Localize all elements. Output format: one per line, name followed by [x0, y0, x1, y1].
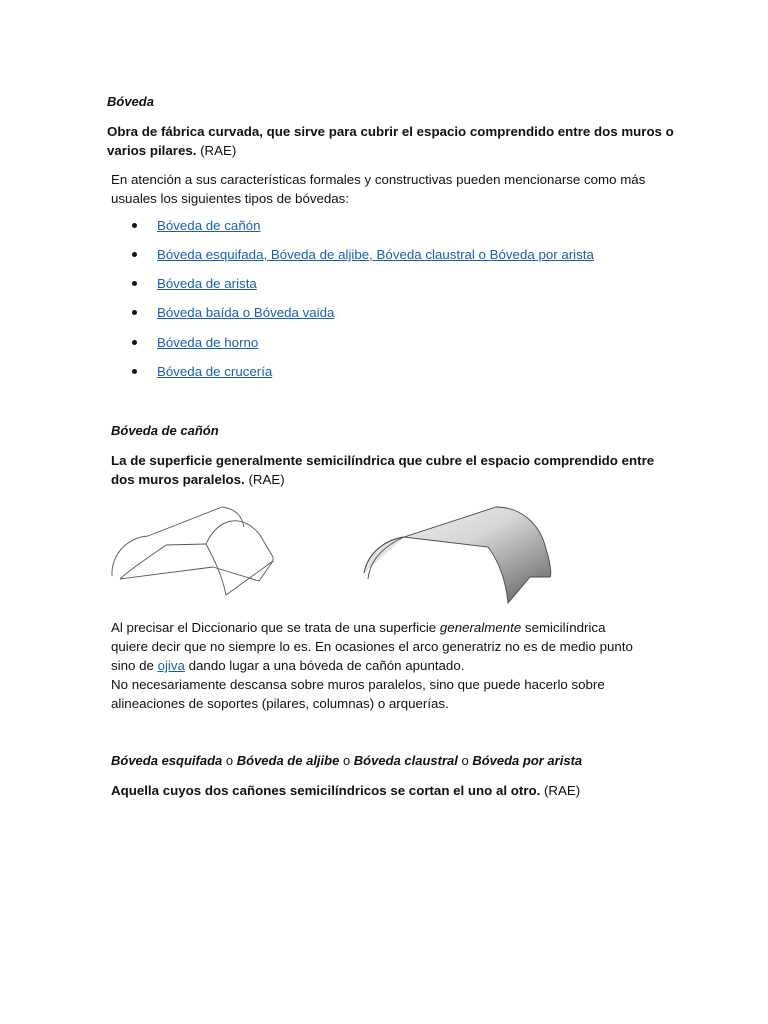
- canon-p1-italic: generalmente: [439, 620, 522, 635]
- bullet-icon: [132, 340, 137, 345]
- wireframe-barrel-vault-illustration: [110, 503, 290, 603]
- canon-definition-line-1: La de superficie generalmente semicilíndrica que cubre el espacio comprendido entre: [111, 453, 655, 468]
- bullet-icon: [132, 252, 137, 257]
- canon-paragraph-line-4: No necesariamente descansa sobre muros paralelos, sino que puede hacerlo sobre: [111, 677, 605, 692]
- bullet-icon: [132, 369, 137, 374]
- heading-separator: o: [339, 753, 354, 768]
- link-boveda-baida[interactable]: Bóveda baída o Bóveda vaida: [157, 305, 335, 320]
- heading-separator: o: [457, 753, 473, 768]
- intro-line-2: usuales los siguientes tipos de bóvedas:: [111, 191, 350, 206]
- canon-definition-line-2: [111, 470, 285, 489]
- boveda-definition: [107, 122, 697, 160]
- canon-paragraph-line-5: alineaciones de soportes (pilares, columnas) o arquerías.: [111, 696, 449, 711]
- bullet-icon: [132, 223, 137, 228]
- link-ojiva[interactable]: ojiva: [157, 658, 185, 673]
- canon-p1-text-a: Al precisar el Diccionario que se trata de una superficie: [111, 620, 440, 635]
- link-boveda-de-cruceria[interactable]: Bóveda de crucería: [157, 364, 273, 379]
- section-heading-boveda-esquifada: [111, 753, 582, 768]
- canon-paragraph-line-3: [111, 656, 464, 675]
- heading-part-aljibe: Bóveda de aljibe: [236, 753, 340, 768]
- link-boveda-esquifada[interactable]: Bóveda esquifada, Bóveda de aljibe, Bóveda claustral o Bóveda por arista: [157, 247, 594, 262]
- canon-definition-text: dos muros paralelos.: [111, 472, 245, 487]
- esquifada-definition-text: Aquella cuyos dos cañones semicilíndricos se cortan el uno al otro.: [111, 783, 541, 798]
- canon-paragraph-line-2: quiere decir que no siempre lo es. En ocasiones el arco generatriz no es de medio punto: [111, 639, 633, 654]
- esquifada-definition-source: (RAE): [540, 783, 581, 798]
- bullet-icon: [132, 310, 137, 315]
- canon-p1-text-b: semicilíndrica: [521, 620, 606, 635]
- canon-p3-text-a: sino de: [111, 658, 158, 673]
- section-heading-boveda-de-canon: Bóveda de cañón: [111, 423, 219, 438]
- intro-line-1: En atención a sus características formales y constructivas pueden mencionarse como más: [111, 172, 646, 187]
- heading-separator: o: [222, 753, 237, 768]
- link-boveda-de-horno[interactable]: Bóveda de horno: [157, 335, 259, 350]
- heading-part-por-arista: Bóveda por arista: [472, 753, 583, 768]
- canon-paragraph-line-1: [111, 618, 605, 637]
- canon-p3-text-b: dando lugar a una bóveda de cañón apuntado.: [184, 658, 465, 673]
- bullet-icon: [132, 281, 137, 286]
- heading-part-claustral: Bóveda claustral: [353, 753, 458, 768]
- shaded-barrel-vault-illustration: [360, 503, 560, 605]
- link-boveda-de-canon[interactable]: Bóveda de cañón: [157, 218, 261, 233]
- section-heading-boveda: Bóveda: [107, 94, 154, 109]
- boveda-definition-source: (RAE): [196, 143, 237, 158]
- vault-types-list: [132, 216, 652, 386]
- heading-part-esquifada: Bóveda esquifada: [111, 753, 223, 768]
- boveda-definition-text: Obra de fábrica curvada, que sirve para cubrir el espacio comprendido entre dos muros o varios pilares.: [107, 124, 674, 158]
- canon-definition-source: (RAE): [244, 472, 285, 487]
- link-boveda-de-arista[interactable]: Bóveda de arista: [157, 276, 257, 291]
- esquifada-definition: [111, 781, 580, 800]
